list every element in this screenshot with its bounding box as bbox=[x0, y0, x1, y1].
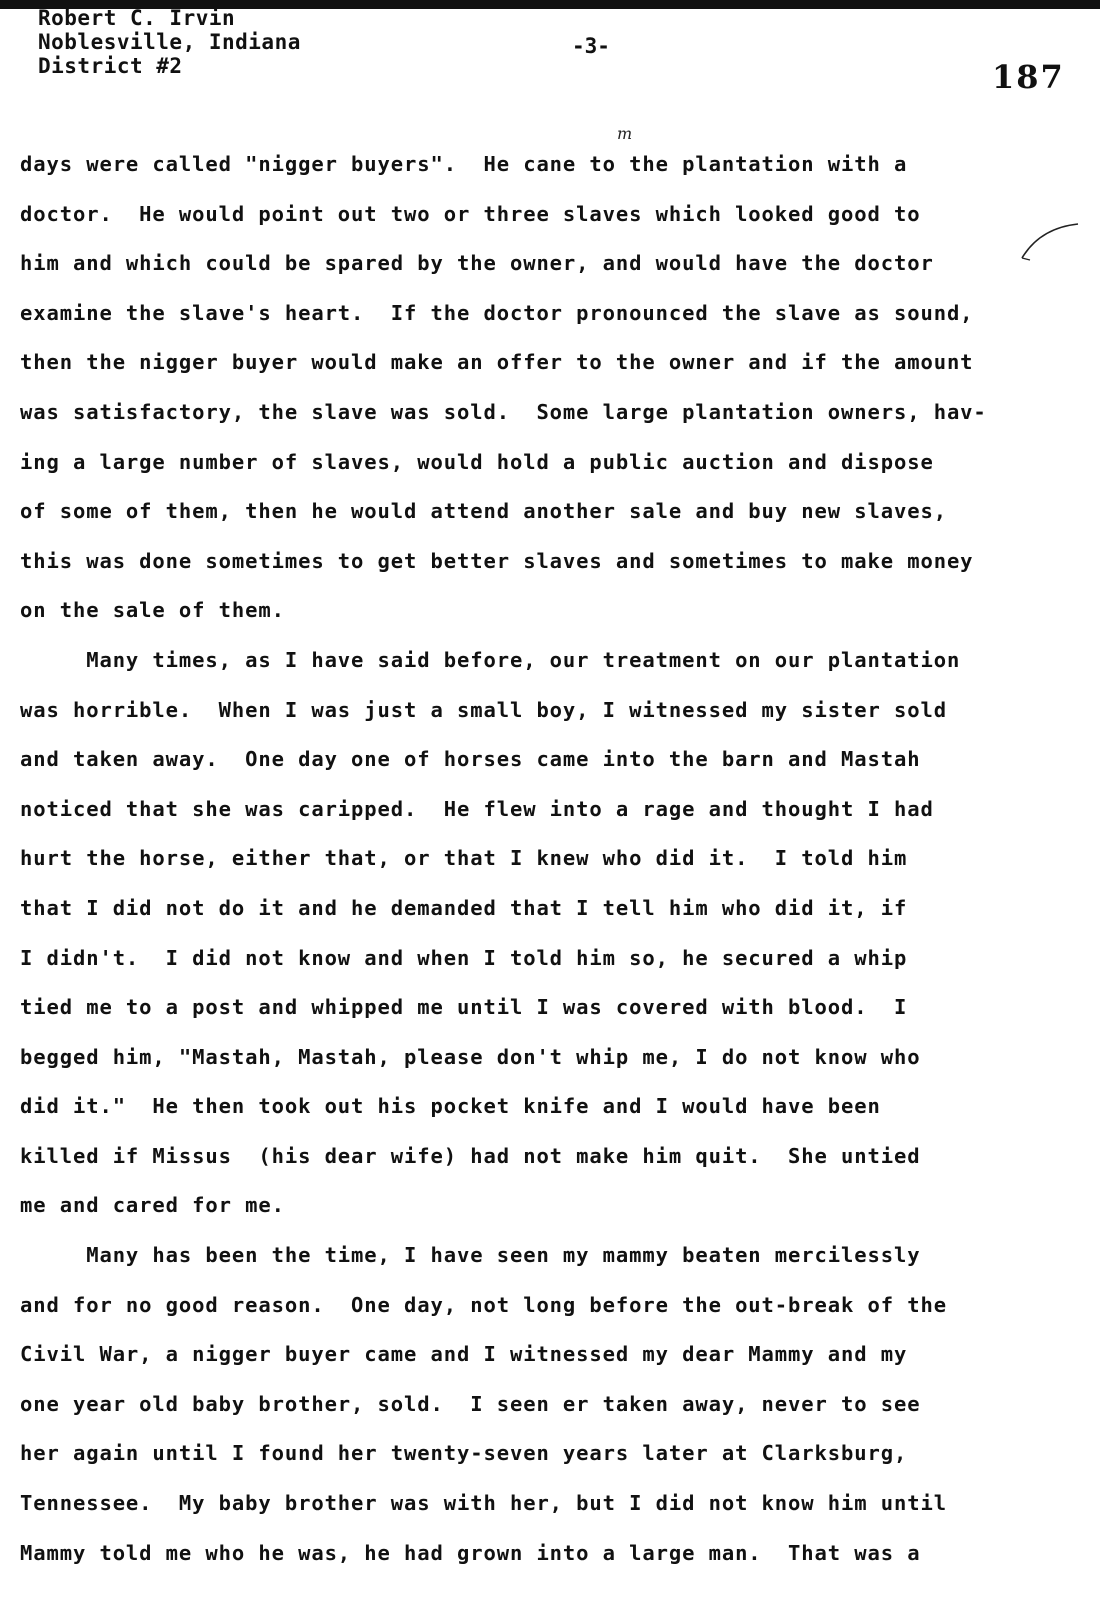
text-line: was satisfactory, the slave was sold. Some large plantation owners, hav- bbox=[20, 399, 987, 424]
text-line: days were called "nigger buyers". He cane to the plantation with a bbox=[20, 152, 908, 176]
text-line: hurt the horse, either that, or that I knew who did it. I told him bbox=[20, 846, 908, 871]
page-number: -3- bbox=[572, 34, 610, 58]
text-line: was horrible. When I was just a small boy, I witnessed my sister sold bbox=[20, 697, 947, 722]
text-line: Tennessee. My baby brother was with her, but I did not know him until bbox=[20, 1491, 947, 1516]
text-line: examine the slave's heart. If the doctor pronounced the slave as sound, bbox=[20, 300, 974, 325]
text-line: that I did not do it and he demanded that I tell him who did it, if bbox=[20, 895, 908, 920]
text-line: Many has been the time, I have seen my mammy beaten mercilessly bbox=[20, 1243, 921, 1268]
text-line: I didn't. I did not know and when I told him so, he secured a whip bbox=[20, 945, 908, 970]
text-line: this was done sometimes to get better slaves and sometimes to make money bbox=[20, 548, 974, 573]
text-line: then the nigger buyer would make an offer to the owner and if the amount bbox=[20, 350, 974, 375]
text-line: of some of them, then he would attend another sale and buy new slaves, bbox=[20, 499, 947, 524]
text-line: on the sale of them. bbox=[20, 598, 285, 623]
district-label: District #2 bbox=[38, 54, 183, 78]
text-line: her again until I found her twenty-seven years later at Clarksburg, bbox=[20, 1441, 908, 1466]
text-line: noticed that she was caripped. He flew into a rage and thought I had bbox=[20, 796, 934, 821]
text-line: and for no good reason. One day, not long before the out-break of the bbox=[20, 1292, 947, 1317]
text-line: ing a large number of slaves, would hold a public auction and dispose bbox=[20, 449, 934, 474]
author-name: Robert C. Irvin bbox=[38, 6, 236, 30]
author-location: Noblesville, Indiana bbox=[38, 30, 301, 54]
text-line: killed if Missus (his dear wife) had not make him quit. She untied bbox=[20, 1143, 921, 1168]
text-line: me and cared for me. bbox=[20, 1193, 285, 1218]
text-line: did it." He then took out his pocket knife and I would have been bbox=[20, 1094, 881, 1119]
text-line: him and which could be spared by the owner, and would have the doctor bbox=[20, 251, 934, 276]
document-header bbox=[38, 6, 301, 78]
folio-number: 187 bbox=[992, 58, 1065, 96]
text-line: begged him, "Mastah, Mastah, please don't whip me, I do not know who bbox=[20, 1044, 921, 1069]
text-line: Many times, as I have said before, our treatment on our plantation bbox=[20, 647, 961, 672]
text-line: one year old baby brother, sold. I seen er taken away, never to see bbox=[20, 1391, 921, 1416]
text-line: Civil War, a nigger buyer came and I witnessed my dear Mammy and my bbox=[20, 1342, 908, 1367]
handwritten-insertion: m bbox=[617, 124, 633, 143]
text-line: and taken away. One day one of horses came into the barn and Mastah bbox=[20, 747, 921, 772]
text-line: tied me to a post and whipped me until I was covered with blood. I bbox=[20, 995, 908, 1020]
text-line: Mammy told me who he was, he had grown into a large man. That was a bbox=[20, 1540, 921, 1565]
text-line: doctor. He would point out two or three slaves which looked good to bbox=[20, 201, 921, 226]
typed-body-text bbox=[20, 140, 1090, 1578]
